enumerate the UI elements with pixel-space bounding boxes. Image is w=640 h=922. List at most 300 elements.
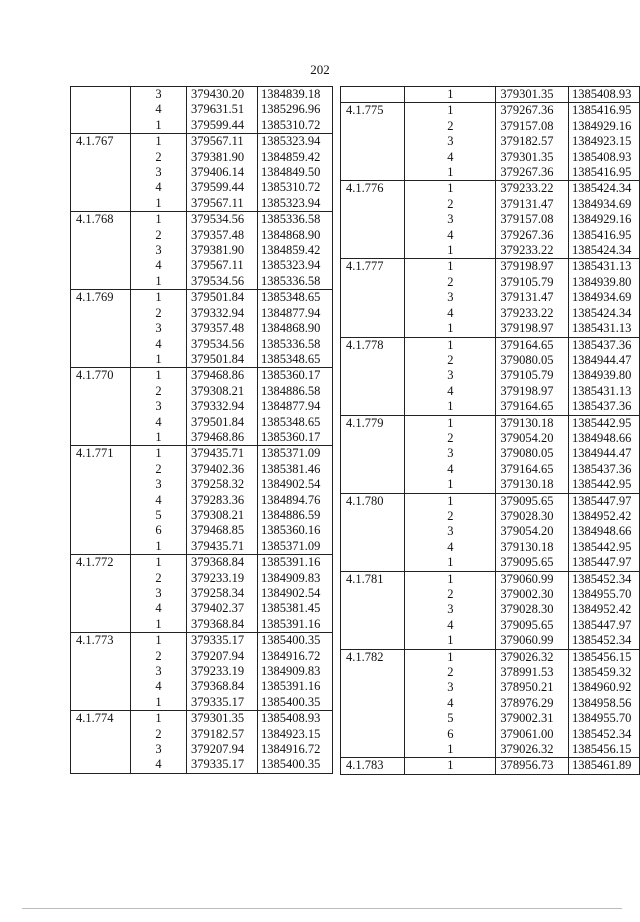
x-coordinate-cell: 379468.86 (187, 368, 258, 384)
y-coordinate-cell: 1385381.46 (258, 462, 333, 477)
x-coordinate-cell: 379028.30 (496, 602, 569, 617)
x-coordinate-cell: 379095.65 (496, 493, 569, 509)
y-coordinate-cell: 1384909.83 (258, 571, 333, 586)
point-number-cell: 3 (131, 243, 187, 258)
table-row (71, 493, 333, 508)
x-coordinate-cell: 379599.44 (187, 118, 258, 134)
point-number-cell: 2 (405, 509, 496, 524)
table-row (341, 727, 640, 742)
page-bottom-rule (22, 908, 622, 909)
point-number-cell: 1 (405, 243, 496, 259)
y-coordinate-cell: 1384944.47 (569, 353, 640, 368)
x-coordinate-cell: 379501.84 (187, 415, 258, 430)
parcel-id-cell (71, 384, 131, 399)
table-row (341, 680, 640, 695)
point-number-cell: 4 (131, 757, 187, 773)
parcel-id-cell (71, 243, 131, 258)
y-coordinate-cell: 1385310.72 (258, 118, 333, 134)
parcel-id-cell: 4.1.778 (341, 337, 405, 353)
point-number-cell: 1 (405, 493, 496, 509)
table-row (341, 540, 640, 555)
table-row (71, 180, 333, 195)
table-row (341, 181, 640, 197)
point-number-cell: 2 (131, 727, 187, 742)
x-coordinate-cell: 379631.51 (187, 102, 258, 117)
y-coordinate-cell: 1385416.95 (569, 103, 640, 119)
x-coordinate-cell: 379258.34 (187, 586, 258, 601)
table-row (71, 649, 333, 664)
table-row (71, 399, 333, 414)
x-coordinate-cell: 379308.21 (187, 508, 258, 523)
parcel-id-cell (341, 618, 405, 633)
table-row (341, 134, 640, 149)
x-coordinate-cell: 379080.05 (496, 353, 569, 368)
x-coordinate-cell: 379335.17 (187, 633, 258, 649)
point-number-cell: 1 (131, 555, 187, 571)
x-coordinate-cell: 379567.11 (187, 258, 258, 273)
table-row (341, 524, 640, 539)
y-coordinate-cell: 1385360.17 (258, 368, 333, 384)
point-number-cell: 1 (131, 290, 187, 306)
parcel-id-cell (341, 555, 405, 571)
x-coordinate-cell: 379198.97 (496, 321, 569, 337)
point-number-cell: 1 (131, 430, 187, 446)
table-row (71, 368, 333, 384)
parcel-id-cell (71, 165, 131, 180)
table-row (71, 586, 333, 601)
y-coordinate-cell: 1385381.45 (258, 601, 333, 616)
parcel-id-cell (71, 415, 131, 430)
x-coordinate-cell: 379164.65 (496, 337, 569, 353)
table-row (341, 633, 640, 649)
table-row (341, 446, 640, 461)
parcel-id-cell (71, 274, 131, 290)
table-row (71, 196, 333, 212)
x-coordinate-cell: 379026.32 (496, 649, 569, 665)
y-coordinate-cell: 1385424.34 (569, 243, 640, 259)
table-row (71, 477, 333, 492)
y-coordinate-cell: 1385371.09 (258, 446, 333, 462)
y-coordinate-cell: 1384894.76 (258, 493, 333, 508)
x-coordinate-cell: 379534.56 (187, 274, 258, 290)
point-number-cell: 4 (405, 462, 496, 477)
y-coordinate-cell: 1384859.42 (258, 150, 333, 165)
table-row (71, 150, 333, 165)
y-coordinate-cell: 1385452.34 (569, 633, 640, 649)
y-coordinate-cell: 1385360.17 (258, 430, 333, 446)
parcel-id-cell (341, 446, 405, 461)
parcel-id-cell (341, 228, 405, 243)
x-coordinate-cell: 379332.94 (187, 306, 258, 321)
point-number-cell: 4 (405, 228, 496, 243)
point-number-cell: 1 (131, 212, 187, 228)
point-number-cell: 2 (405, 197, 496, 212)
parcel-id-cell (71, 571, 131, 586)
parcel-id-cell (71, 508, 131, 523)
point-number-cell: 4 (131, 493, 187, 508)
table-row (341, 742, 640, 758)
table-row (71, 87, 333, 103)
x-coordinate-cell: 379130.18 (496, 415, 569, 431)
x-coordinate-cell: 379501.84 (187, 352, 258, 368)
y-coordinate-cell: 1384952.42 (569, 509, 640, 524)
parcel-id-cell (71, 617, 131, 633)
x-coordinate-cell: 379080.05 (496, 446, 569, 461)
x-coordinate-cell: 379207.94 (187, 649, 258, 664)
point-number-cell: 1 (131, 352, 187, 368)
parcel-id-cell: 4.1.770 (71, 368, 131, 384)
table-row (341, 384, 640, 399)
parcel-id-cell (341, 197, 405, 212)
parcel-id-cell (341, 399, 405, 415)
parcel-id-cell (71, 757, 131, 773)
point-number-cell: 4 (131, 337, 187, 352)
table-row (71, 664, 333, 679)
table-row (341, 649, 640, 665)
table-row (341, 321, 640, 337)
point-number-cell: 4 (131, 258, 187, 273)
parcel-id-cell (341, 306, 405, 321)
point-number-cell: 4 (131, 601, 187, 616)
x-coordinate-cell: 379357.48 (187, 228, 258, 243)
x-coordinate-cell: 379131.47 (496, 290, 569, 305)
point-number-cell: 2 (405, 587, 496, 602)
x-coordinate-cell: 379301.35 (496, 87, 569, 103)
y-coordinate-cell: 1385447.97 (569, 555, 640, 571)
point-number-cell: 1 (131, 633, 187, 649)
y-coordinate-cell: 1384886.58 (258, 384, 333, 399)
table-row (341, 415, 640, 431)
point-number-cell: 1 (405, 649, 496, 665)
parcel-id-cell (71, 601, 131, 616)
parcel-id-cell: 4.1.767 (71, 134, 131, 150)
y-coordinate-cell: 1385391.16 (258, 555, 333, 571)
point-number-cell: 1 (405, 399, 496, 415)
parcel-id-cell (71, 399, 131, 414)
table-row (71, 601, 333, 616)
point-number-cell: 3 (131, 477, 187, 492)
x-coordinate-cell: 379095.65 (496, 555, 569, 571)
x-coordinate-cell: 379301.35 (187, 711, 258, 727)
point-number-cell: 2 (131, 306, 187, 321)
y-coordinate-cell: 1384934.69 (569, 197, 640, 212)
point-number-cell: 3 (405, 680, 496, 695)
y-coordinate-cell: 1385336.58 (258, 337, 333, 352)
x-coordinate-cell: 379283.36 (187, 493, 258, 508)
table-row (71, 757, 333, 773)
y-coordinate-cell: 1384923.15 (258, 727, 333, 742)
y-coordinate-cell: 1384839.18 (258, 87, 333, 103)
table-row (71, 633, 333, 649)
point-number-cell: 1 (131, 617, 187, 633)
parcel-id-cell (341, 524, 405, 539)
y-coordinate-cell: 1385459.32 (569, 665, 640, 680)
parcel-id-cell (341, 462, 405, 477)
table-row (71, 711, 333, 727)
x-coordinate-cell: 379130.18 (496, 540, 569, 555)
point-number-cell: 4 (405, 696, 496, 711)
x-coordinate-cell: 379164.65 (496, 399, 569, 415)
y-coordinate-cell: 1385400.35 (258, 757, 333, 773)
point-number-cell: 3 (405, 602, 496, 617)
page-number: 202 (310, 62, 330, 77)
y-coordinate-cell: 1384902.54 (258, 586, 333, 601)
parcel-id-cell (341, 275, 405, 290)
y-coordinate-cell: 1385431.13 (569, 384, 640, 399)
parcel-id-cell (71, 695, 131, 711)
table-row (341, 618, 640, 633)
point-number-cell: 2 (405, 353, 496, 368)
x-coordinate-cell: 379095.65 (496, 618, 569, 633)
point-number-cell: 4 (405, 618, 496, 633)
table-row (71, 571, 333, 586)
point-number-cell: 1 (131, 695, 187, 711)
y-coordinate-cell: 1384916.72 (258, 649, 333, 664)
table-row (341, 290, 640, 305)
parcel-id-cell (341, 587, 405, 602)
parcel-id-cell: 4.1.783 (341, 758, 405, 774)
y-coordinate-cell: 1385447.97 (569, 618, 640, 633)
x-coordinate-cell: 379368.84 (187, 679, 258, 694)
parcel-id-cell (341, 87, 405, 103)
parcel-id-cell (341, 633, 405, 649)
point-number-cell: 1 (131, 368, 187, 384)
table-row (71, 384, 333, 399)
x-coordinate-cell: 379368.84 (187, 617, 258, 633)
parcel-id-cell (71, 742, 131, 757)
point-number-cell: 2 (131, 150, 187, 165)
y-coordinate-cell: 1384849.50 (258, 165, 333, 180)
table-row (71, 462, 333, 477)
x-coordinate-cell: 379157.08 (496, 119, 569, 134)
table-row (71, 118, 333, 134)
table-row (71, 415, 333, 430)
table-row (341, 165, 640, 181)
table-row (71, 212, 333, 228)
point-number-cell: 1 (405, 87, 496, 103)
x-coordinate-cell: 379567.11 (187, 134, 258, 150)
point-number-cell: 2 (405, 275, 496, 290)
y-coordinate-cell: 1384939.80 (569, 368, 640, 383)
table-row (341, 462, 640, 477)
y-coordinate-cell: 1384929.16 (569, 119, 640, 134)
y-coordinate-cell: 1385336.58 (258, 274, 333, 290)
table-row (71, 321, 333, 336)
parcel-id-cell (71, 352, 131, 368)
parcel-id-cell: 4.1.772 (71, 555, 131, 571)
y-coordinate-cell: 1384934.69 (569, 290, 640, 305)
table-row (341, 493, 640, 509)
x-coordinate-cell: 378950.21 (496, 680, 569, 695)
table-row (71, 508, 333, 523)
y-coordinate-cell: 1385452.34 (569, 571, 640, 587)
parcel-id-cell (341, 165, 405, 181)
point-number-cell: 3 (405, 368, 496, 383)
point-number-cell: 2 (405, 431, 496, 446)
parcel-id-cell: 4.1.779 (341, 415, 405, 431)
y-coordinate-cell: 1385348.65 (258, 352, 333, 368)
parcel-id-cell (71, 586, 131, 601)
x-coordinate-cell: 379028.30 (496, 509, 569, 524)
table-row (341, 150, 640, 165)
parcel-id-cell (71, 150, 131, 165)
parcel-id-cell (341, 353, 405, 368)
y-coordinate-cell: 1385336.58 (258, 212, 333, 228)
table-row (341, 212, 640, 227)
table-row (341, 197, 640, 212)
table-row (341, 431, 640, 446)
parcel-id-cell: 4.1.777 (341, 259, 405, 275)
x-coordinate-cell: 379335.17 (187, 695, 258, 711)
parcel-id-cell (341, 384, 405, 399)
parcel-id-cell (341, 665, 405, 680)
y-coordinate-cell: 1384916.72 (258, 742, 333, 757)
parcel-id-cell (71, 118, 131, 134)
point-number-cell: 1 (405, 337, 496, 353)
parcel-id-cell: 4.1.769 (71, 290, 131, 306)
x-coordinate-cell: 379267.36 (496, 228, 569, 243)
y-coordinate-cell: 1385323.94 (258, 134, 333, 150)
x-coordinate-cell: 379599.44 (187, 180, 258, 195)
parcel-id-cell (341, 243, 405, 259)
y-coordinate-cell: 1385323.94 (258, 196, 333, 212)
y-coordinate-cell: 1385456.15 (569, 742, 640, 758)
y-coordinate-cell: 1384909.83 (258, 664, 333, 679)
table-row (71, 134, 333, 150)
parcel-id-cell (341, 212, 405, 227)
table-row (71, 337, 333, 352)
x-coordinate-cell: 379468.85 (187, 523, 258, 538)
y-coordinate-cell: 1384960.92 (569, 680, 640, 695)
point-number-cell: 3 (131, 165, 187, 180)
y-coordinate-cell: 1384948.66 (569, 431, 640, 446)
y-coordinate-cell: 1385400.35 (258, 633, 333, 649)
x-coordinate-cell: 379435.71 (187, 539, 258, 555)
y-coordinate-cell: 1385408.93 (569, 150, 640, 165)
parcel-id-cell (71, 664, 131, 679)
parcel-id-cell (71, 196, 131, 212)
parcel-id-cell (341, 602, 405, 617)
x-coordinate-cell: 379468.86 (187, 430, 258, 446)
coordinates-table-right (340, 86, 640, 775)
y-coordinate-cell: 1385416.95 (569, 228, 640, 243)
y-coordinate-cell: 1384886.59 (258, 508, 333, 523)
y-coordinate-cell: 1385408.93 (569, 87, 640, 103)
parcel-id-cell (341, 727, 405, 742)
parcel-id-cell (71, 258, 131, 273)
point-number-cell: 4 (131, 679, 187, 694)
x-coordinate-cell: 379567.11 (187, 196, 258, 212)
y-coordinate-cell: 1385442.95 (569, 540, 640, 555)
y-coordinate-cell: 1384939.80 (569, 275, 640, 290)
table-row (71, 352, 333, 368)
x-coordinate-cell: 379054.20 (496, 524, 569, 539)
y-coordinate-cell: 1385391.16 (258, 679, 333, 694)
y-coordinate-cell: 1385461.89 (569, 758, 640, 774)
point-number-cell: 3 (405, 524, 496, 539)
point-number-cell: 1 (405, 571, 496, 587)
table-row (341, 399, 640, 415)
point-number-cell: 2 (405, 665, 496, 680)
table-row (341, 665, 640, 680)
point-number-cell: 2 (131, 384, 187, 399)
coordinates-table-left (70, 86, 333, 774)
x-coordinate-cell: 379233.22 (496, 243, 569, 259)
parcel-id-cell (341, 742, 405, 758)
point-number-cell: 1 (405, 181, 496, 197)
x-coordinate-cell: 379406.14 (187, 165, 258, 180)
point-number-cell: 2 (131, 228, 187, 243)
table-row (71, 243, 333, 258)
y-coordinate-cell: 1384955.70 (569, 711, 640, 726)
y-coordinate-cell: 1385424.34 (569, 181, 640, 197)
x-coordinate-cell: 379233.22 (496, 181, 569, 197)
x-coordinate-cell: 379381.90 (187, 150, 258, 165)
parcel-id-cell (341, 696, 405, 711)
x-coordinate-cell: 379233.22 (496, 306, 569, 321)
y-coordinate-cell: 1384868.90 (258, 228, 333, 243)
parcel-id-cell (341, 321, 405, 337)
table-row (341, 353, 640, 368)
table-row (71, 695, 333, 711)
y-coordinate-cell: 1385371.09 (258, 539, 333, 555)
point-number-cell: 4 (405, 384, 496, 399)
y-coordinate-cell: 1384958.56 (569, 696, 640, 711)
x-coordinate-cell: 379308.21 (187, 384, 258, 399)
y-coordinate-cell: 1385447.97 (569, 493, 640, 509)
parcel-id-cell (341, 150, 405, 165)
x-coordinate-cell: 379131.47 (496, 197, 569, 212)
point-number-cell: 1 (131, 196, 187, 212)
table-row (71, 228, 333, 243)
parcel-id-cell (71, 180, 131, 195)
x-coordinate-cell: 379501.84 (187, 290, 258, 306)
y-coordinate-cell: 1384944.47 (569, 446, 640, 461)
x-coordinate-cell: 379105.79 (496, 368, 569, 383)
x-coordinate-cell: 379258.32 (187, 477, 258, 492)
table-row (71, 742, 333, 757)
table-row (341, 87, 640, 103)
table-row (341, 555, 640, 571)
y-coordinate-cell: 1385360.16 (258, 523, 333, 538)
y-coordinate-cell: 1385391.16 (258, 617, 333, 633)
x-coordinate-cell: 379368.84 (187, 555, 258, 571)
parcel-id-cell (71, 679, 131, 694)
y-coordinate-cell: 1385437.36 (569, 399, 640, 415)
x-coordinate-cell: 379164.65 (496, 462, 569, 477)
point-number-cell: 2 (131, 571, 187, 586)
parcel-id-cell (71, 493, 131, 508)
y-coordinate-cell: 1384859.42 (258, 243, 333, 258)
x-coordinate-cell: 379267.36 (496, 165, 569, 181)
point-number-cell: 1 (405, 165, 496, 181)
x-coordinate-cell: 379402.37 (187, 601, 258, 616)
parcel-id-cell (71, 727, 131, 742)
y-coordinate-cell: 1384948.66 (569, 524, 640, 539)
table-row (71, 555, 333, 571)
y-coordinate-cell: 1384955.70 (569, 587, 640, 602)
point-number-cell: 3 (405, 212, 496, 227)
x-coordinate-cell: 379534.56 (187, 212, 258, 228)
x-coordinate-cell: 379233.19 (187, 571, 258, 586)
parcel-id-cell (341, 368, 405, 383)
point-number-cell: 1 (405, 742, 496, 758)
table-row (341, 275, 640, 290)
table-row (71, 430, 333, 446)
y-coordinate-cell: 1385323.94 (258, 258, 333, 273)
x-coordinate-cell: 378976.29 (496, 696, 569, 711)
point-number-cell: 5 (131, 508, 187, 523)
